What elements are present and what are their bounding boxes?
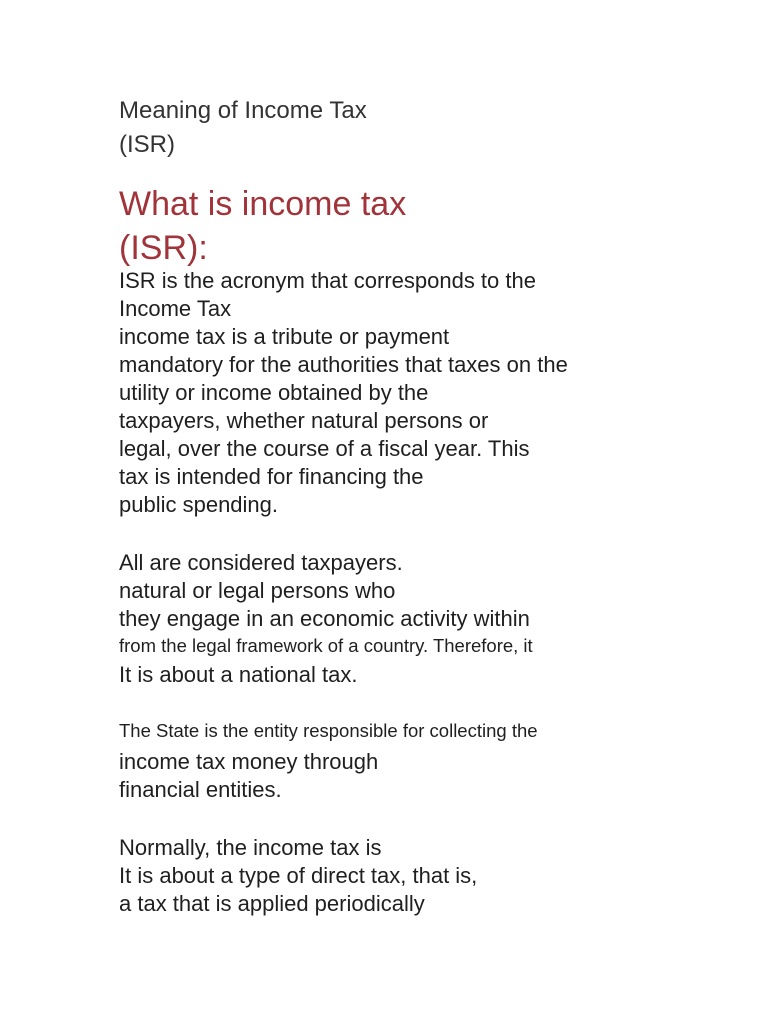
paragraph3-line: income tax money through: [119, 749, 379, 774]
paragraph1-line: income tax is a tribute or payment: [119, 324, 450, 349]
section-heading-line-2: (ISR):: [119, 229, 208, 267]
paragraph2-line: they engage in an economic activity within: [119, 606, 530, 631]
section-heading-line-1: What is income tax: [119, 185, 407, 223]
paragraph1-line: ISR is the acronym that corresponds to the: [119, 268, 536, 293]
paragraph1-line: public spending.: [119, 492, 279, 517]
paragraph4-line: Normally, the income tax is: [119, 835, 382, 860]
paragraph2-line: natural or legal persons who: [119, 578, 396, 603]
paragraph1-line: legal, over the course of a fiscal year. This: [119, 436, 530, 461]
paragraph1-line: taxpayers, whether natural persons or: [119, 408, 489, 433]
paragraph2-line: It is about a national tax.: [119, 662, 358, 687]
document-title-line-2: (ISR): [119, 131, 175, 158]
paragraph3-line: The State is the entity responsible for collecting the: [119, 720, 538, 741]
paragraph1-line: Income Tax: [119, 296, 232, 321]
paragraph2-line: from the legal framework of a country. Therefore, it: [119, 635, 533, 656]
paragraph3-line: financial entities.: [119, 777, 282, 802]
paragraph1-line: mandatory for the authorities that taxes on the: [119, 352, 568, 377]
paragraph4-line: a tax that is applied periodically: [119, 891, 425, 916]
paragraph2-line: All are considered taxpayers.: [119, 550, 403, 575]
paragraph1-line: tax is intended for financing the: [119, 464, 424, 489]
document-title-line-1: Meaning of Income Tax: [119, 97, 367, 124]
paragraph1-line: utility or income obtained by the: [119, 380, 429, 405]
paragraph4-line: It is about a type of direct tax, that is,: [119, 863, 478, 888]
